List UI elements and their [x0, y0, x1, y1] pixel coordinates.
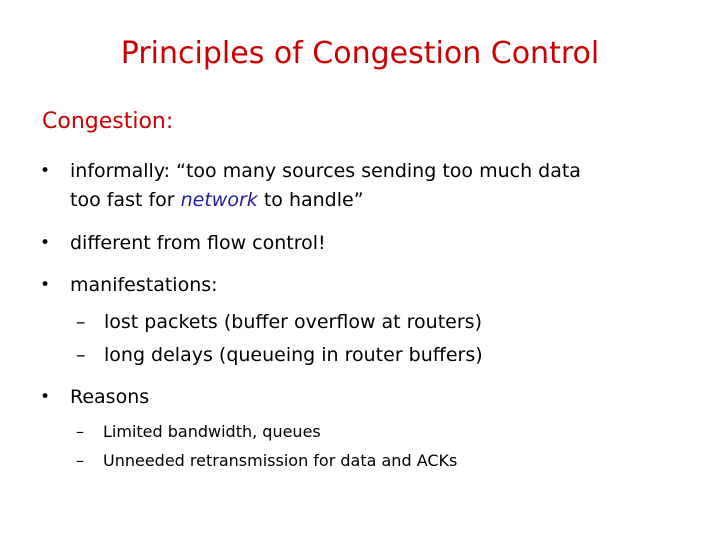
- sub-bullet-text: Limited bandwidth, queues: [103, 422, 321, 441]
- bullet-text: manifestations:: [70, 274, 218, 296]
- section-heading: Congestion:: [42, 109, 174, 134]
- sub-bullet-text: Unneeded retransmission for data and ACKs: [103, 451, 458, 470]
- sub-bullet-text: lost packets (buffer overflow at routers): [104, 311, 482, 333]
- bullet-dot: •: [40, 387, 51, 407]
- bullet-text: informally: “too many sources sending too much data: [70, 160, 581, 182]
- continuation-post: to handle”: [257, 189, 364, 211]
- sub-bullet-dash: –: [76, 344, 86, 366]
- sub-bullet-text: long delays (queueing in router buffers): [104, 344, 483, 366]
- slide-title: Principles of Congestion Control: [120, 36, 600, 71]
- network-emphasis: network: [180, 189, 258, 211]
- bullet-text: different from flow control!: [70, 232, 326, 254]
- bullet-text-continuation: [70, 186, 364, 215]
- continuation-pre: too fast for: [70, 189, 181, 211]
- bullet-text: Reasons: [70, 386, 150, 408]
- bullet-dot: •: [40, 233, 51, 253]
- sub-bullet-dash: –: [76, 311, 86, 333]
- sub-bullet-dash: –: [76, 422, 84, 441]
- bullet-dot: •: [40, 161, 51, 181]
- sub-bullet-dash: –: [76, 451, 84, 470]
- bullet-dot: •: [40, 275, 51, 295]
